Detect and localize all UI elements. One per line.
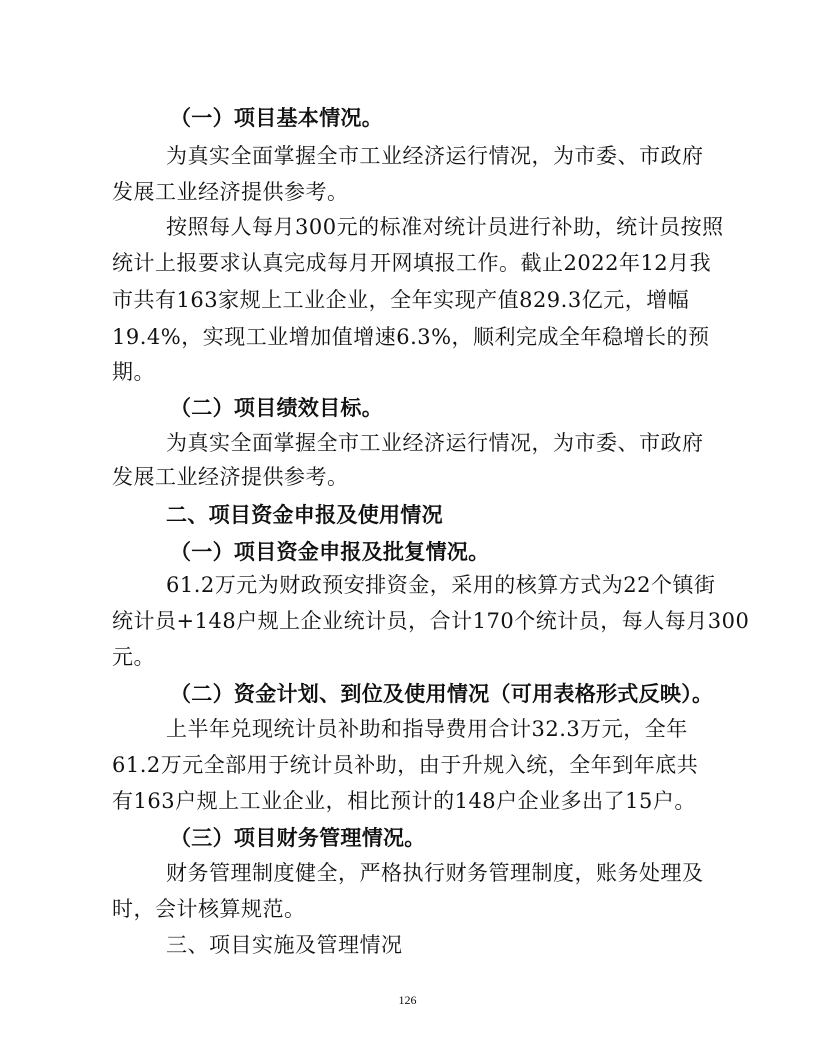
paragraph-line: 19.4%，实现工业增加值增速6.3%，顺利完成全年稳增长的预 <box>112 325 710 349</box>
paragraph-line: 统计上报要求认真完成每月开网填报工作。截止2022年12月我 <box>112 251 712 275</box>
paragraph-line: 61.2万元为财政预安排资金，采用的核算方式为22个镇街 <box>166 573 716 597</box>
heading-financial-management: （三）项目财务管理情况。 <box>170 826 426 850</box>
paragraph-line: 有163户规上工业企业，相比预计的148户企业多出了15户。 <box>112 789 696 813</box>
paragraph-line: 上半年兑现统计员补助和指导费用合计32.3万元，全年 <box>166 717 688 741</box>
heading-funds-plan: （二）资金计划、到位及使用情况（可用表格形式反映）。 <box>170 682 714 706</box>
paragraph-line: 期。 <box>112 360 155 384</box>
paragraph-line: 发展工业经济提供参考。 <box>112 180 349 204</box>
heading-section-three: 三、项目实施及管理情况 <box>166 933 403 957</box>
paragraph-line: 时，会计核算规范。 <box>112 897 306 921</box>
paragraph-line: 61.2万元全部用于统计员补助，由于升规入统，全年到年底共 <box>112 753 699 777</box>
paragraph-line: 为真实全面掌握全市工业经济运行情况，为市委、市政府 <box>166 431 704 455</box>
paragraph-line: 元。 <box>112 645 155 669</box>
paragraph-line: 为真实全面掌握全市工业经济运行情况，为市委、市政府 <box>166 144 704 168</box>
paragraph-line: 财务管理制度健全，严格执行财务管理制度，账务处理及 <box>166 861 704 885</box>
paragraph-line: 发展工业经济提供参考。 <box>112 465 349 489</box>
paragraph-line: 按照每人每月300元的标准对统计员进行补助，统计员按照 <box>166 215 724 239</box>
page-number: 126 <box>398 993 417 1007</box>
heading-section-two: 二、项目资金申报及使用情况 <box>166 503 443 527</box>
paragraph-line: 统计员+148户规上企业统计员，合计170个统计员，每人每月300 <box>112 609 750 633</box>
heading-performance-target: （二）项目绩效目标。 <box>170 396 383 420</box>
heading-funds-application: （一）项目资金申报及批复情况。 <box>170 540 490 564</box>
heading-project-basic-info: （一）项目基本情况。 <box>170 106 383 130</box>
paragraph-line: 市共有163家规上工业企业，全年实现产值829.3亿元，增幅 <box>112 288 690 312</box>
